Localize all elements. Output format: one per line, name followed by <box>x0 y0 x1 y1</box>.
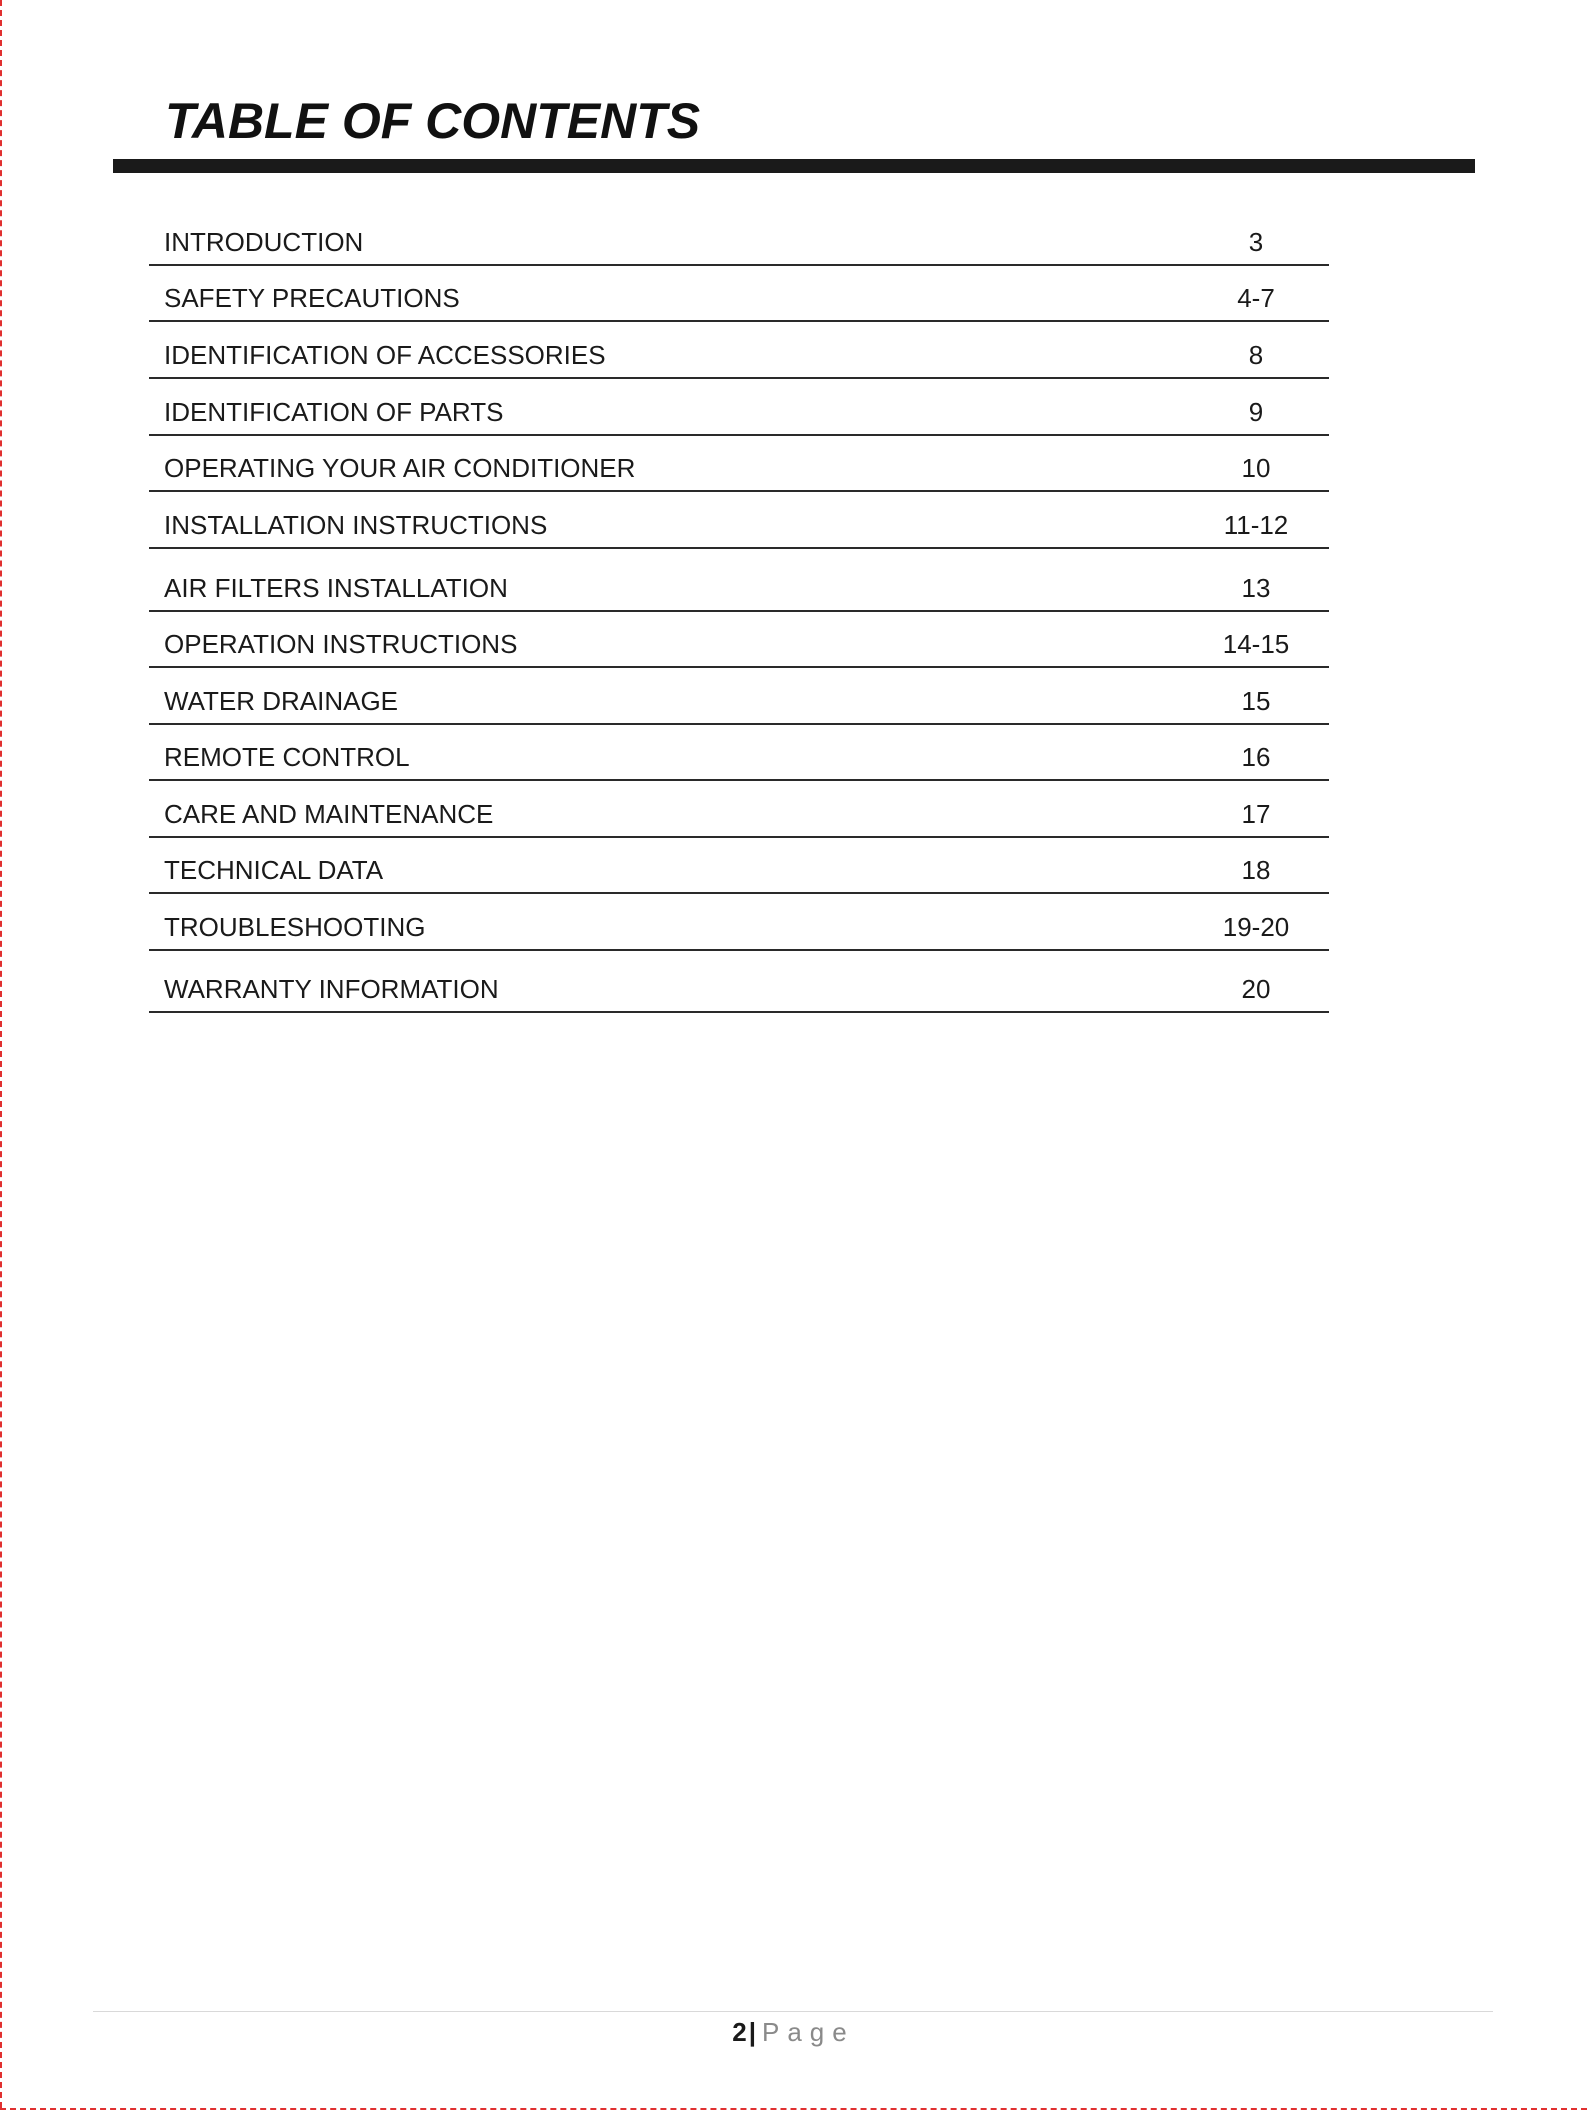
toc-entry-remote-control[interactable] <box>149 729 1329 781</box>
toc-entry-label: OPERATING YOUR AIR CONDITIONER <box>164 453 636 483</box>
toc-entry-label: AIR FILTERS INSTALLATION <box>164 573 508 603</box>
toc-entry-label: CARE AND MAINTENANCE <box>164 799 494 829</box>
toc-entry-label: TROUBLESHOOTING <box>164 912 426 942</box>
toc-entry-care-and-maintenance[interactable] <box>149 786 1329 838</box>
toc-entry-page: 17 <box>1241 799 1271 829</box>
toc-entry-page: 10 <box>1241 453 1271 483</box>
page-left-edge-marker <box>0 0 2 2108</box>
toc-entry-warranty-information[interactable] <box>149 961 1329 1013</box>
toc-entry-page: 11-12 <box>1223 510 1289 540</box>
toc-entry-page: 18 <box>1241 855 1271 885</box>
toc-entry-label: TECHNICAL DATA <box>164 855 384 885</box>
toc-entry-page: 15 <box>1241 686 1271 716</box>
toc-entry-identification-of-parts[interactable] <box>149 384 1329 436</box>
toc-entry-label: OPERATION INSTRUCTIONS <box>164 629 518 659</box>
toc-entry-page: 16 <box>1241 742 1271 772</box>
toc-entry-page: 8 <box>1248 340 1264 370</box>
toc-entry-installation-instructions[interactable] <box>149 497 1329 549</box>
toc-entry-label: IDENTIFICATION OF ACCESSORIES <box>164 340 606 370</box>
toc-entry-operating-your-air-conditioner[interactable] <box>149 440 1329 492</box>
footer-divider <box>93 2011 1493 2012</box>
toc-entry-introduction[interactable] <box>149 214 1329 266</box>
toc-entry-safety-precautions[interactable] <box>149 270 1329 322</box>
toc-entry-label: IDENTIFICATION OF PARTS <box>164 397 504 427</box>
toc-entry-page: 13 <box>1241 573 1271 603</box>
toc-entry-label: SAFETY PRECAUTIONS <box>164 283 460 313</box>
toc-entry-technical-data[interactable] <box>149 842 1329 894</box>
page-number: 2 <box>732 2017 747 2047</box>
toc-entry-page: 3 <box>1248 227 1264 257</box>
toc-entry-label: REMOTE CONTROL <box>164 742 410 772</box>
toc-entry-identification-of-accessories[interactable] <box>149 327 1329 379</box>
toc-entry-label: INSTALLATION INSTRUCTIONS <box>164 510 548 540</box>
title-divider <box>113 159 1475 173</box>
toc-entry-label: WATER DRAINAGE <box>164 686 399 716</box>
page-bottom-edge-marker <box>0 2108 1587 2110</box>
toc-entry-page: 9 <box>1248 397 1264 427</box>
toc-entry-water-drainage[interactable] <box>149 673 1329 725</box>
footer-separator: | <box>748 2017 756 2047</box>
toc-entry-air-filters-installation[interactable] <box>149 560 1329 612</box>
toc-entry-troubleshooting[interactable] <box>149 899 1329 951</box>
toc-entry-label: INTRODUCTION <box>164 227 364 257</box>
page-footer <box>0 2017 1587 2048</box>
toc-entry-page: 14-15 <box>1222 629 1290 659</box>
toc-entry-page: 4-7 <box>1237 283 1275 313</box>
toc-entry-page: 20 <box>1241 974 1271 1004</box>
toc-entry-operation-instructions[interactable] <box>149 616 1329 668</box>
toc-entry-label: WARRANTY INFORMATION <box>164 974 499 1004</box>
toc-entry-page: 19-20 <box>1222 912 1290 942</box>
page-title: TABLE OF CONTENTS <box>165 93 701 149</box>
page-word: Page <box>762 2017 855 2047</box>
